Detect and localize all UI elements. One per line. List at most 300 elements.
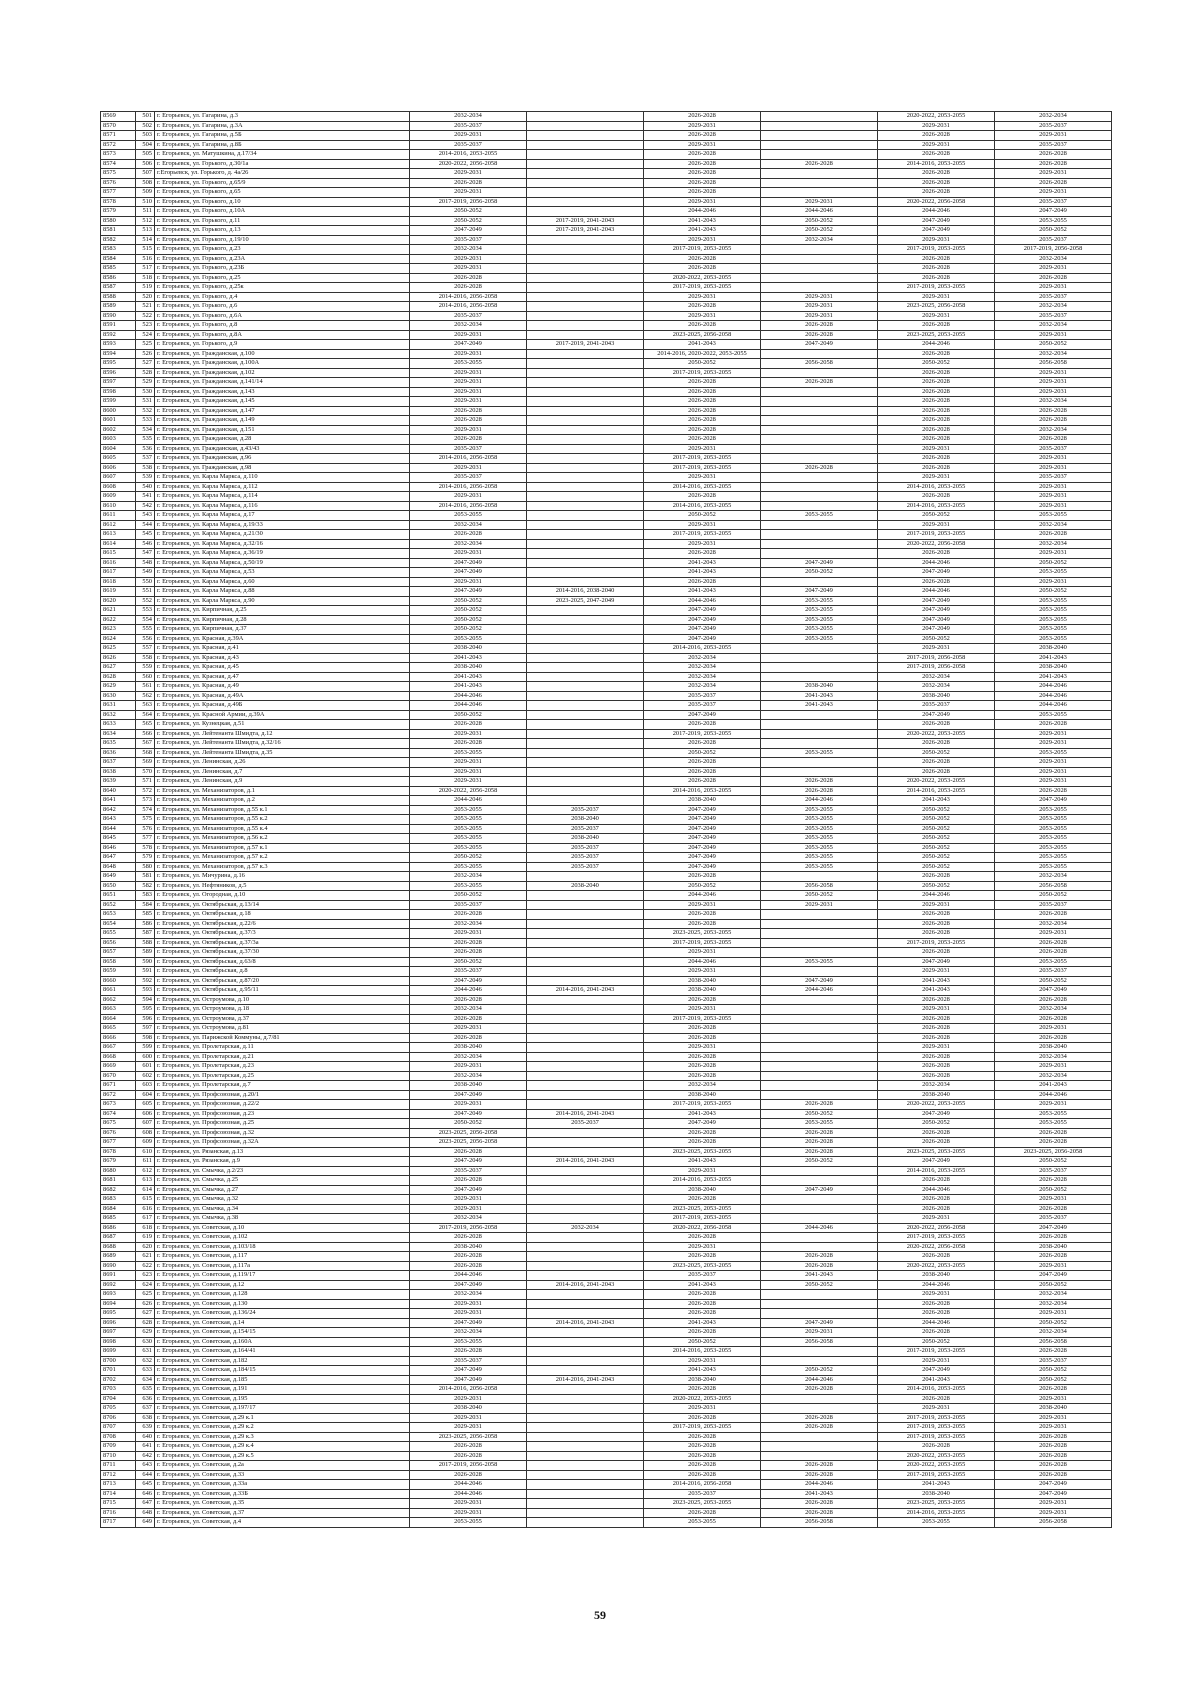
table-cell-p2 xyxy=(527,739,644,749)
table-cell-p1: 2047-2049 xyxy=(410,1280,527,1290)
table-cell-address: г. Егорьевск, ул. Советская, д.191 xyxy=(155,1385,410,1395)
table-cell-num: 540 xyxy=(136,482,155,492)
table-cell-p1: 2020-2022, 2056-2058 xyxy=(410,159,527,169)
table-cell-id: 8689 xyxy=(101,1252,136,1262)
table-cell-p2 xyxy=(527,473,644,483)
table-cell-p2 xyxy=(527,1423,644,1433)
table-cell-p4: 2026-2028 xyxy=(761,1261,878,1271)
table-cell-p5: 2047-2049 xyxy=(878,957,995,967)
table-cell-p1: 2053-2055 xyxy=(410,805,527,815)
table-row xyxy=(101,786,1112,796)
table-cell-p2 xyxy=(527,577,644,587)
table-cell-num: 556 xyxy=(136,634,155,644)
table-cell-p4 xyxy=(761,672,878,682)
table-cell-id: 8717 xyxy=(101,1518,136,1528)
table-cell-p6: 2029-2031 xyxy=(995,549,1112,559)
table-cell-p3: 2026-2028 xyxy=(644,264,761,274)
table-cell-p4 xyxy=(761,767,878,777)
table-cell-address: г. Егорьевск, ул. Горького, д.11 xyxy=(155,216,410,226)
table-cell-p3: 2026-2028 xyxy=(644,1128,761,1138)
table-cell-num: 508 xyxy=(136,178,155,188)
table-cell-p2 xyxy=(527,1147,644,1157)
table-cell-address: г. Егорьевск, ул. Профсоюзная, д.32А xyxy=(155,1138,410,1148)
table-row xyxy=(101,1166,1112,1176)
table-cell-p4 xyxy=(761,919,878,929)
table-cell-p6: 2038-2040 xyxy=(995,644,1112,654)
table-cell-num: 611 xyxy=(136,1157,155,1167)
table-cell-p3: 2026-2028 xyxy=(644,1309,761,1319)
table-row xyxy=(101,1366,1112,1376)
table-cell-p4: 2026-2028 xyxy=(761,1147,878,1157)
table-cell-id: 8602 xyxy=(101,425,136,435)
table-cell-p3: 2053-2055 xyxy=(644,1518,761,1528)
table-row xyxy=(101,311,1112,321)
table-cell-id: 8703 xyxy=(101,1385,136,1395)
table-cell-p6: 2035-2037 xyxy=(995,1356,1112,1366)
table-cell-p1: 2014-2016, 2056-2058 xyxy=(410,482,527,492)
table-cell-p1: 2029-2031 xyxy=(410,767,527,777)
table-cell-p5: 2023-2025, 2053-2055 xyxy=(878,1499,995,1509)
table-cell-p6: 2056-2058 xyxy=(995,1337,1112,1347)
table-cell-id: 8698 xyxy=(101,1337,136,1347)
table-cell-p5: 2020-2022, 2056-2058 xyxy=(878,539,995,549)
table-cell-num: 542 xyxy=(136,501,155,511)
table-cell-p5: 2026-2028 xyxy=(878,368,995,378)
table-cell-num: 538 xyxy=(136,463,155,473)
table-cell-p1: 2053-2055 xyxy=(410,359,527,369)
table-cell-id: 8695 xyxy=(101,1309,136,1319)
table-cell-p4: 2053-2055 xyxy=(761,511,878,521)
table-cell-p3: 2044-2046 xyxy=(644,891,761,901)
table-row xyxy=(101,1138,1112,1148)
table-row xyxy=(101,919,1112,929)
table-cell-p6: 2026-2028 xyxy=(995,416,1112,426)
table-cell-p3: 2026-2028 xyxy=(644,549,761,559)
table-cell-p3: 2041-2043 xyxy=(644,568,761,578)
table-cell-id: 8681 xyxy=(101,1176,136,1186)
table-cell-p5: 2014-2016, 2053-2055 xyxy=(878,786,995,796)
table-cell-p5: 2014-2016, 2053-2055 xyxy=(878,1166,995,1176)
table-cell-address: г. Егорьевск, ул. Советская, д.33Б xyxy=(155,1489,410,1499)
table-cell-id: 8586 xyxy=(101,273,136,283)
table-cell-p1: 2044-2046 xyxy=(410,701,527,711)
table-row xyxy=(101,1128,1112,1138)
table-cell-p4: 2041-2043 xyxy=(761,1489,878,1499)
table-cell-p2 xyxy=(527,140,644,150)
table-cell-p6: 2032-2034 xyxy=(995,1071,1112,1081)
table-cell-id: 8685 xyxy=(101,1214,136,1224)
table-cell-id: 8700 xyxy=(101,1356,136,1366)
table-cell-p6: 2026-2028 xyxy=(995,1176,1112,1186)
table-cell-p1: 2050-2052 xyxy=(410,606,527,616)
table-cell-p6: 2017-2019, 2056-2058 xyxy=(995,245,1112,255)
table-cell-p4 xyxy=(761,273,878,283)
table-cell-address: г. Егорьевск, ул. Советская, д.185 xyxy=(155,1375,410,1385)
table-cell-id: 8591 xyxy=(101,321,136,331)
table-cell-p2 xyxy=(527,1024,644,1034)
table-cell-num: 559 xyxy=(136,663,155,673)
table-cell-p1: 2029-2031 xyxy=(410,378,527,388)
table-cell-address: г. Егорьевск, ул. Гражданская, д.151 xyxy=(155,425,410,435)
table-cell-p6: 2053-2055 xyxy=(995,625,1112,635)
table-cell-address: г. Егорьевск, ул. Механизаторов, д.55 к.2 xyxy=(155,815,410,825)
table-cell-p6: 2053-2055 xyxy=(995,843,1112,853)
table-cell-p1: 2032-2034 xyxy=(410,539,527,549)
table-row xyxy=(101,473,1112,483)
table-cell-p1: 2026-2028 xyxy=(410,938,527,948)
table-cell-p6: 2026-2028 xyxy=(995,786,1112,796)
table-cell-p3: 2026-2028 xyxy=(644,178,761,188)
table-cell-num: 528 xyxy=(136,368,155,378)
table-cell-id: 8610 xyxy=(101,501,136,511)
table-cell-id: 8675 xyxy=(101,1119,136,1129)
table-row xyxy=(101,872,1112,882)
table-cell-p6: 2035-2037 xyxy=(995,1166,1112,1176)
table-cell-p5: 2029-2031 xyxy=(878,140,995,150)
table-cell-address: г. Егорьевск, ул. Профсоюзная, д.20/1 xyxy=(155,1090,410,1100)
table-cell-p2 xyxy=(527,1299,644,1309)
table-cell-p2 xyxy=(527,1271,644,1281)
table-cell-id: 8635 xyxy=(101,739,136,749)
table-cell-num: 615 xyxy=(136,1195,155,1205)
table-cell-address: г. Егорьевск, ул. Профсоюзная, д.32 xyxy=(155,1128,410,1138)
table-cell-address: г. Егорьевск, ул. Гражданская, д.102 xyxy=(155,368,410,378)
table-cell-p4 xyxy=(761,720,878,730)
table-cell-id: 8578 xyxy=(101,197,136,207)
table-cell-num: 523 xyxy=(136,321,155,331)
table-cell-address: г. Егорьевск, ул. Красная, д.41 xyxy=(155,644,410,654)
table-cell-id: 8620 xyxy=(101,596,136,606)
table-cell-p6: 2029-2031 xyxy=(995,368,1112,378)
table-cell-p2 xyxy=(527,321,644,331)
table-cell-p6: 2032-2034 xyxy=(995,1328,1112,1338)
table-cell-p4 xyxy=(761,995,878,1005)
table-cell-address: г. Егорьевск, ул. Гражданская, д.96 xyxy=(155,454,410,464)
table-cell-p6: 2035-2037 xyxy=(995,292,1112,302)
table-cell-address: г. Егорьевск, ул. Пролетарская, д.21 xyxy=(155,1052,410,1062)
table-cell-p1: 2029-2031 xyxy=(410,264,527,274)
table-cell-p2: 2014-2016, 2041-2043 xyxy=(527,1157,644,1167)
table-cell-p4: 2053-2055 xyxy=(761,824,878,834)
table-cell-address: г. Егорьевск, ул. Горького, д.8А xyxy=(155,330,410,340)
table-row xyxy=(101,805,1112,815)
table-cell-id: 8593 xyxy=(101,340,136,350)
table-cell-p4: 2053-2055 xyxy=(761,1119,878,1129)
table-cell-p2 xyxy=(527,245,644,255)
table-cell-p1: 2029-2031 xyxy=(410,1499,527,1509)
table-cell-p6: 2053-2055 xyxy=(995,824,1112,834)
table-cell-p4: 2026-2028 xyxy=(761,1100,878,1110)
table-cell-id: 8687 xyxy=(101,1233,136,1243)
table-cell-p3: 2035-2037 xyxy=(644,1489,761,1499)
table-cell-address: г. Егорьевск, ул. Карла Маркса, д.116 xyxy=(155,501,410,511)
table-cell-id: 8575 xyxy=(101,169,136,179)
table-cell-address: г. Егорьевск, ул. Красная, д.49А xyxy=(155,691,410,701)
table-cell-p5: 2020-2022, 2053-2055 xyxy=(878,729,995,739)
table-cell-p2 xyxy=(527,929,644,939)
table-cell-p2 xyxy=(527,169,644,179)
table-cell-p3: 2026-2028 xyxy=(644,112,761,122)
table-cell-num: 612 xyxy=(136,1166,155,1176)
table-cell-address: г. Егорьевск, ул. Гражданская, д.141/14 xyxy=(155,378,410,388)
table-cell-address: г. Егорьевск, ул. Советская, д.29 к.5 xyxy=(155,1451,410,1461)
table-cell-num: 515 xyxy=(136,245,155,255)
table-cell-p4: 2056-2058 xyxy=(761,881,878,891)
table-cell-address: г. Егорьевск, ул. Смычка, д.25 xyxy=(155,1176,410,1186)
table-cell-p6: 2053-2055 xyxy=(995,815,1112,825)
table-cell-id: 8665 xyxy=(101,1024,136,1034)
table-cell-p2: 2038-2040 xyxy=(527,881,644,891)
table-cell-p2: 2014-2016, 2038-2040 xyxy=(527,587,644,597)
table-row xyxy=(101,634,1112,644)
table-cell-p3: 2038-2040 xyxy=(644,796,761,806)
table-cell-p2 xyxy=(527,995,644,1005)
table-cell-address: г. Егорьевск, ул. Пролетарская, д.23 xyxy=(155,1062,410,1072)
table-cell-id: 8619 xyxy=(101,587,136,597)
table-cell-p1: 2029-2031 xyxy=(410,1204,527,1214)
table-cell-p4 xyxy=(761,245,878,255)
table-cell-p4: 2038-2040 xyxy=(761,682,878,692)
table-cell-p2 xyxy=(527,482,644,492)
table-cell-p5: 2020-2022, 2056-2058 xyxy=(878,197,995,207)
table-cell-address: г. Егорьевск, ул. Советская, д.197/17 xyxy=(155,1404,410,1414)
table-cell-address: г. Егорьевск, ул. Лейтенанта Шмидта, д.32/16 xyxy=(155,739,410,749)
table-cell-p6: 2026-2028 xyxy=(995,1385,1112,1395)
table-cell-p2 xyxy=(527,919,644,929)
table-cell-p4: 2050-2052 xyxy=(761,1157,878,1167)
table-cell-id: 8605 xyxy=(101,454,136,464)
table-cell-num: 628 xyxy=(136,1318,155,1328)
table-cell-p4: 2053-2055 xyxy=(761,834,878,844)
table-cell-p3: 2026-2028 xyxy=(644,169,761,179)
table-row xyxy=(101,482,1112,492)
table-cell-num: 553 xyxy=(136,606,155,616)
table-cell-p4 xyxy=(761,482,878,492)
table-cell-p5: 2050-2052 xyxy=(878,748,995,758)
table-cell-id: 8664 xyxy=(101,1014,136,1024)
table-cell-p4 xyxy=(761,435,878,445)
table-cell-p4: 2032-2034 xyxy=(761,235,878,245)
table-cell-p2 xyxy=(527,872,644,882)
table-cell-id: 8615 xyxy=(101,549,136,559)
table-cell-p6: 2038-2040 xyxy=(995,663,1112,673)
table-cell-address: г. Егорьевск, ул. Советская, д.2а xyxy=(155,1461,410,1471)
table-cell-p2 xyxy=(527,359,644,369)
table-cell-p3: 2026-2028 xyxy=(644,739,761,749)
table-cell-address: г. Егорьевск, ул. Красная, д.49 xyxy=(155,682,410,692)
table-cell-p4: 2029-2031 xyxy=(761,197,878,207)
table-cell-address: г. Егорьевск, ул. Карла Маркса, д.90 xyxy=(155,596,410,606)
table-cell-num: 584 xyxy=(136,900,155,910)
table-cell-address: г. Егорьевск, ул. Ленинская, д.26 xyxy=(155,758,410,768)
table-cell-p2 xyxy=(527,910,644,920)
table-cell-num: 638 xyxy=(136,1413,155,1423)
table-cell-p3: 2029-2031 xyxy=(644,1166,761,1176)
table-cell-p6: 2050-2052 xyxy=(995,558,1112,568)
table-row xyxy=(101,416,1112,426)
table-cell-id: 8609 xyxy=(101,492,136,502)
table-cell-p6: 2047-2049 xyxy=(995,1489,1112,1499)
table-cell-p5: 2026-2028 xyxy=(878,758,995,768)
table-cell-p6: 2032-2034 xyxy=(995,1052,1112,1062)
table-cell-p4: 2053-2055 xyxy=(761,625,878,635)
table-row xyxy=(101,558,1112,568)
table-cell-p5: 2041-2043 xyxy=(878,986,995,996)
table-cell-p3: 2014-2016, 2053-2055 xyxy=(644,482,761,492)
table-cell-p1: 2047-2049 xyxy=(410,568,527,578)
table-row xyxy=(101,910,1112,920)
table-cell-id: 8574 xyxy=(101,159,136,169)
table-row xyxy=(101,425,1112,435)
table-cell-id: 8584 xyxy=(101,254,136,264)
table-cell-p2 xyxy=(527,1385,644,1395)
table-cell-p6: 2026-2028 xyxy=(995,1138,1112,1148)
table-cell-num: 590 xyxy=(136,957,155,967)
table-cell-p4 xyxy=(761,1071,878,1081)
table-row xyxy=(101,207,1112,217)
table-cell-p1: 2023-2025, 2056-2058 xyxy=(410,1138,527,1148)
table-cell-num: 577 xyxy=(136,834,155,844)
table-cell-p6: 2026-2028 xyxy=(995,1033,1112,1043)
table-cell-p2 xyxy=(527,644,644,654)
table-cell-num: 607 xyxy=(136,1119,155,1129)
table-cell-p5: 2050-2052 xyxy=(878,862,995,872)
table-cell-p6: 2053-2055 xyxy=(995,1109,1112,1119)
table-cell-p6: 2032-2034 xyxy=(995,321,1112,331)
table-cell-p1: 2032-2034 xyxy=(410,1214,527,1224)
table-cell-p3: 2026-2028 xyxy=(644,492,761,502)
table-row xyxy=(101,1451,1112,1461)
table-cell-p6: 2029-2031 xyxy=(995,482,1112,492)
table-cell-address: г. Егорьевск, ул. Октябрьская, д.13/14 xyxy=(155,900,410,910)
table-cell-p6: 2053-2055 xyxy=(995,853,1112,863)
table-cell-p3: 2041-2043 xyxy=(644,587,761,597)
table-cell-address: г. Егорьевск, ул. Гагарина, д.8Б xyxy=(155,140,410,150)
table-cell-p2 xyxy=(527,938,644,948)
table-cell-p3: 2026-2028 xyxy=(644,1233,761,1243)
table-cell-p6: 2029-2031 xyxy=(995,1261,1112,1271)
table-row xyxy=(101,178,1112,188)
table-cell-p4: 2047-2049 xyxy=(761,340,878,350)
table-cell-p3: 2047-2049 xyxy=(644,853,761,863)
table-row xyxy=(101,169,1112,179)
table-row xyxy=(101,1052,1112,1062)
table-cell-address: г.Егорьевск, ул. Горького, д. 4а/26 xyxy=(155,169,410,179)
table-cell-p5: 2026-2028 xyxy=(878,948,995,958)
table-cell-p2 xyxy=(527,615,644,625)
table-cell-p5: 2047-2049 xyxy=(878,1366,995,1376)
table-cell-p3: 2026-2028 xyxy=(644,1299,761,1309)
table-cell-p6: 2047-2049 xyxy=(995,1223,1112,1233)
table-cell-p2 xyxy=(527,387,644,397)
table-cell-p5: 2026-2028 xyxy=(878,1394,995,1404)
table-cell-id: 8711 xyxy=(101,1461,136,1471)
table-cell-p2 xyxy=(527,368,644,378)
table-cell-address: г. Егорьевск, ул. Горького, д.10А xyxy=(155,207,410,217)
table-cell-p6: 2029-2031 xyxy=(995,169,1112,179)
table-cell-address: г. Егорьевск, ул. Горького, д.19/10 xyxy=(155,235,410,245)
table-cell-id: 8627 xyxy=(101,663,136,673)
table-cell-p4 xyxy=(761,397,878,407)
table-cell-p4: 2026-2028 xyxy=(761,1385,878,1395)
table-cell-id: 8694 xyxy=(101,1299,136,1309)
table-cell-p2 xyxy=(527,1404,644,1414)
table-cell-id: 8658 xyxy=(101,957,136,967)
table-cell-p5: 2044-2046 xyxy=(878,1280,995,1290)
table-row xyxy=(101,1261,1112,1271)
table-cell-p3: 2017-2019, 2053-2055 xyxy=(644,463,761,473)
table-cell-p5: 2026-2028 xyxy=(878,1014,995,1024)
table-cell-p6: 2053-2055 xyxy=(995,710,1112,720)
table-cell-p2 xyxy=(527,254,644,264)
table-cell-p1: 2029-2031 xyxy=(410,330,527,340)
table-cell-p2 xyxy=(527,330,644,340)
table-cell-num: 588 xyxy=(136,938,155,948)
table-cell-p6: 2026-2028 xyxy=(995,1252,1112,1262)
table-cell-p2 xyxy=(527,302,644,312)
table-row xyxy=(101,1347,1112,1357)
table-cell-p1: 2032-2034 xyxy=(410,1290,527,1300)
table-cell-p1: 2053-2055 xyxy=(410,834,527,844)
table-cell-p3: 2026-2028 xyxy=(644,1062,761,1072)
table-cell-address: г. Егорьевск, ул. Остроумова, д.18 xyxy=(155,1005,410,1015)
table-cell-p5: 2023-2025, 2053-2055 xyxy=(878,330,995,340)
table-cell-p1: 2044-2046 xyxy=(410,1489,527,1499)
table-cell-address: г. Егорьевск, ул. Гагарина, д.3 xyxy=(155,112,410,122)
table-cell-p6: 2029-2031 xyxy=(995,492,1112,502)
table-cell-address: г. Егорьевск, ул. Гражданская, д.100 xyxy=(155,349,410,359)
table-cell-p1: 2023-2025, 2056-2058 xyxy=(410,1432,527,1442)
table-cell-address: г. Егорьевск, ул. Механизаторов, д.56 к.2 xyxy=(155,834,410,844)
table-cell-num: 550 xyxy=(136,577,155,587)
table-cell-p3: 2023-2025, 2053-2055 xyxy=(644,929,761,939)
table-cell-p5: 2029-2031 xyxy=(878,1043,995,1053)
table-cell-id: 8643 xyxy=(101,815,136,825)
table-row xyxy=(101,1204,1112,1214)
table-cell-p5: 2050-2052 xyxy=(878,511,995,521)
table-cell-p5: 2026-2028 xyxy=(878,1204,995,1214)
table-cell-p5: 2050-2052 xyxy=(878,815,995,825)
table-cell-num: 647 xyxy=(136,1499,155,1509)
table-cell-num: 631 xyxy=(136,1347,155,1357)
table-cell-p1: 2053-2055 xyxy=(410,634,527,644)
table-row xyxy=(101,1147,1112,1157)
table-cell-id: 8629 xyxy=(101,682,136,692)
table-cell-p3: 2026-2028 xyxy=(644,1451,761,1461)
table-cell-id: 8712 xyxy=(101,1470,136,1480)
table-cell-p3: 2026-2028 xyxy=(644,1024,761,1034)
table-cell-id: 8617 xyxy=(101,568,136,578)
table-cell-p6: 2050-2052 xyxy=(995,1185,1112,1195)
table-cell-p3: 2029-2031 xyxy=(644,1005,761,1015)
table-cell-address: г. Егорьевск, ул. Механизаторов, д.57 к.1 xyxy=(155,843,410,853)
table-cell-p5: 2026-2028 xyxy=(878,492,995,502)
table-cell-num: 632 xyxy=(136,1356,155,1366)
table-cell-p2 xyxy=(527,758,644,768)
table-cell-p4: 2026-2028 xyxy=(761,463,878,473)
table-cell-id: 8570 xyxy=(101,121,136,131)
table-cell-p3: 2047-2049 xyxy=(644,1119,761,1129)
table-cell-p1: 2053-2055 xyxy=(410,748,527,758)
table-cell-address: г. Егорьевск, ул. Ленинская, д.7 xyxy=(155,767,410,777)
table-cell-p5: 2026-2028 xyxy=(878,454,995,464)
table-cell-p5: 2017-2019, 2053-2055 xyxy=(878,1470,995,1480)
table-cell-p1: 2014-2016, 2053-2055 xyxy=(410,150,527,160)
table-cell-p2 xyxy=(527,549,644,559)
table-cell-p5: 2014-2016, 2053-2055 xyxy=(878,1508,995,1518)
table-cell-p1: 2023-2025, 2056-2058 xyxy=(410,1128,527,1138)
table-cell-p5: 2035-2037 xyxy=(878,701,995,711)
